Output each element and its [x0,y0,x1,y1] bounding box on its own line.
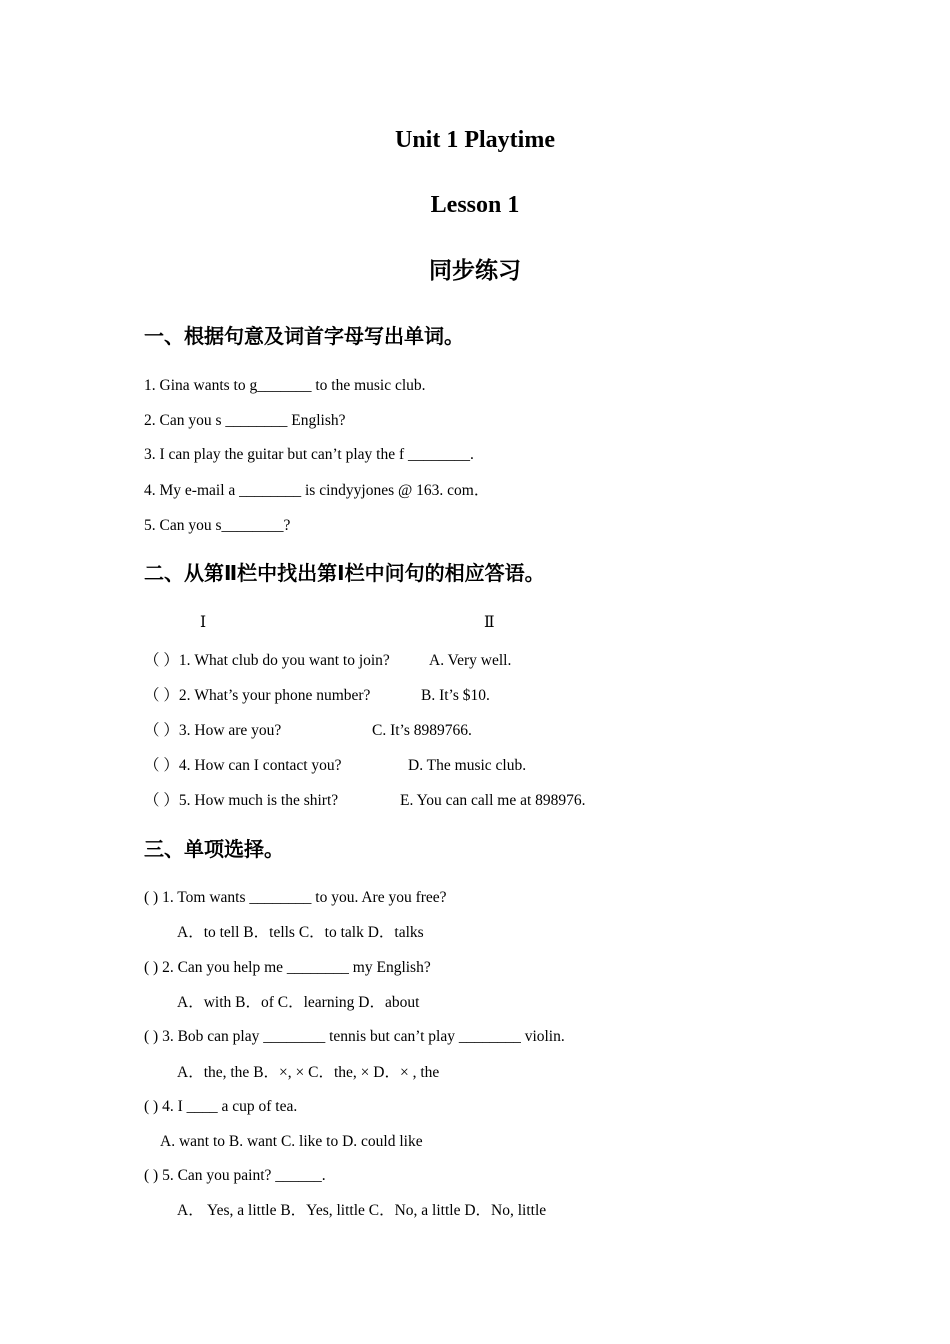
s3-question-2: ( ) 2. Can you help me ________ my English? [144,959,431,976]
s1-item-1: 1. Gina wants to g_______ to the music club. [144,377,426,394]
s1-item-4: 4. My e-mail a ________ is cindyyjones @ 163. com． [144,482,490,499]
s2-question-3: （ ）3. How are you? [144,722,282,739]
s1-item-3: 3. I can play the guitar but can’t play the f ________. [144,446,474,463]
s2-question-2: （ ）2. What’s your phone number? [144,687,371,704]
s3-question-5: ( ) 5. Can you paint? ______. [144,1167,326,1184]
s3-question-3: ( ) 3. Bob can play ________ tennis but can’t play ________ violin. [144,1028,565,1045]
practice-title: 同步练习 [429,258,521,284]
s1-item-2: 2. Can you s ________ English? [144,412,346,429]
s2-answer-d: D. The music club. [408,757,527,774]
s2-question-1: （ ）1. What club do you want to join? [144,652,390,669]
s3-options-5: A． Yes, a little B．Yes, little C．No, a little D．No, little [177,1202,547,1219]
section-1-heading: 一、根据句意及词首字母写出单词。 [144,324,464,348]
s3-options-4: A. want to B. want C. like to D. could like [160,1133,423,1150]
s2-answer-a: A. Very well. [429,652,512,669]
column-2-label: Ⅱ [484,614,495,631]
s2-question-5: （ ）5. How much is the shirt? [144,792,339,809]
s3-options-1: A．to tell B．tells C．to talk D．talks [177,924,424,941]
s3-question-1: ( ) 1. Tom wants ________ to you. Are you free? [144,889,447,906]
unit-title: Unit 1 Playtime [395,127,555,153]
s2-answer-c: C. It’s 8989766. [372,722,472,739]
s3-question-4: ( ) 4. I ____ a cup of tea. [144,1098,298,1115]
column-1-label: Ⅰ [200,614,207,631]
s2-answer-e: E. You can call me at 898976. [400,792,586,809]
s1-item-5: 5. Can you s________? [144,517,291,534]
s2-question-4: （ ）4. How can I contact you? [144,757,342,774]
section-3-heading: 三、单项选择。 [144,837,284,861]
s2-answer-b: B. It’s $10. [421,687,490,704]
s3-options-3: A．the, the B．×, × C．the, × D．× , the [177,1064,440,1081]
section-2-heading: 二、从第Ⅱ栏中找出第Ⅰ栏中问句的相应答语。 [144,561,545,585]
s3-options-2: A．with B．of C．learning D．about [177,994,420,1011]
lesson-title: Lesson 1 [430,192,520,218]
